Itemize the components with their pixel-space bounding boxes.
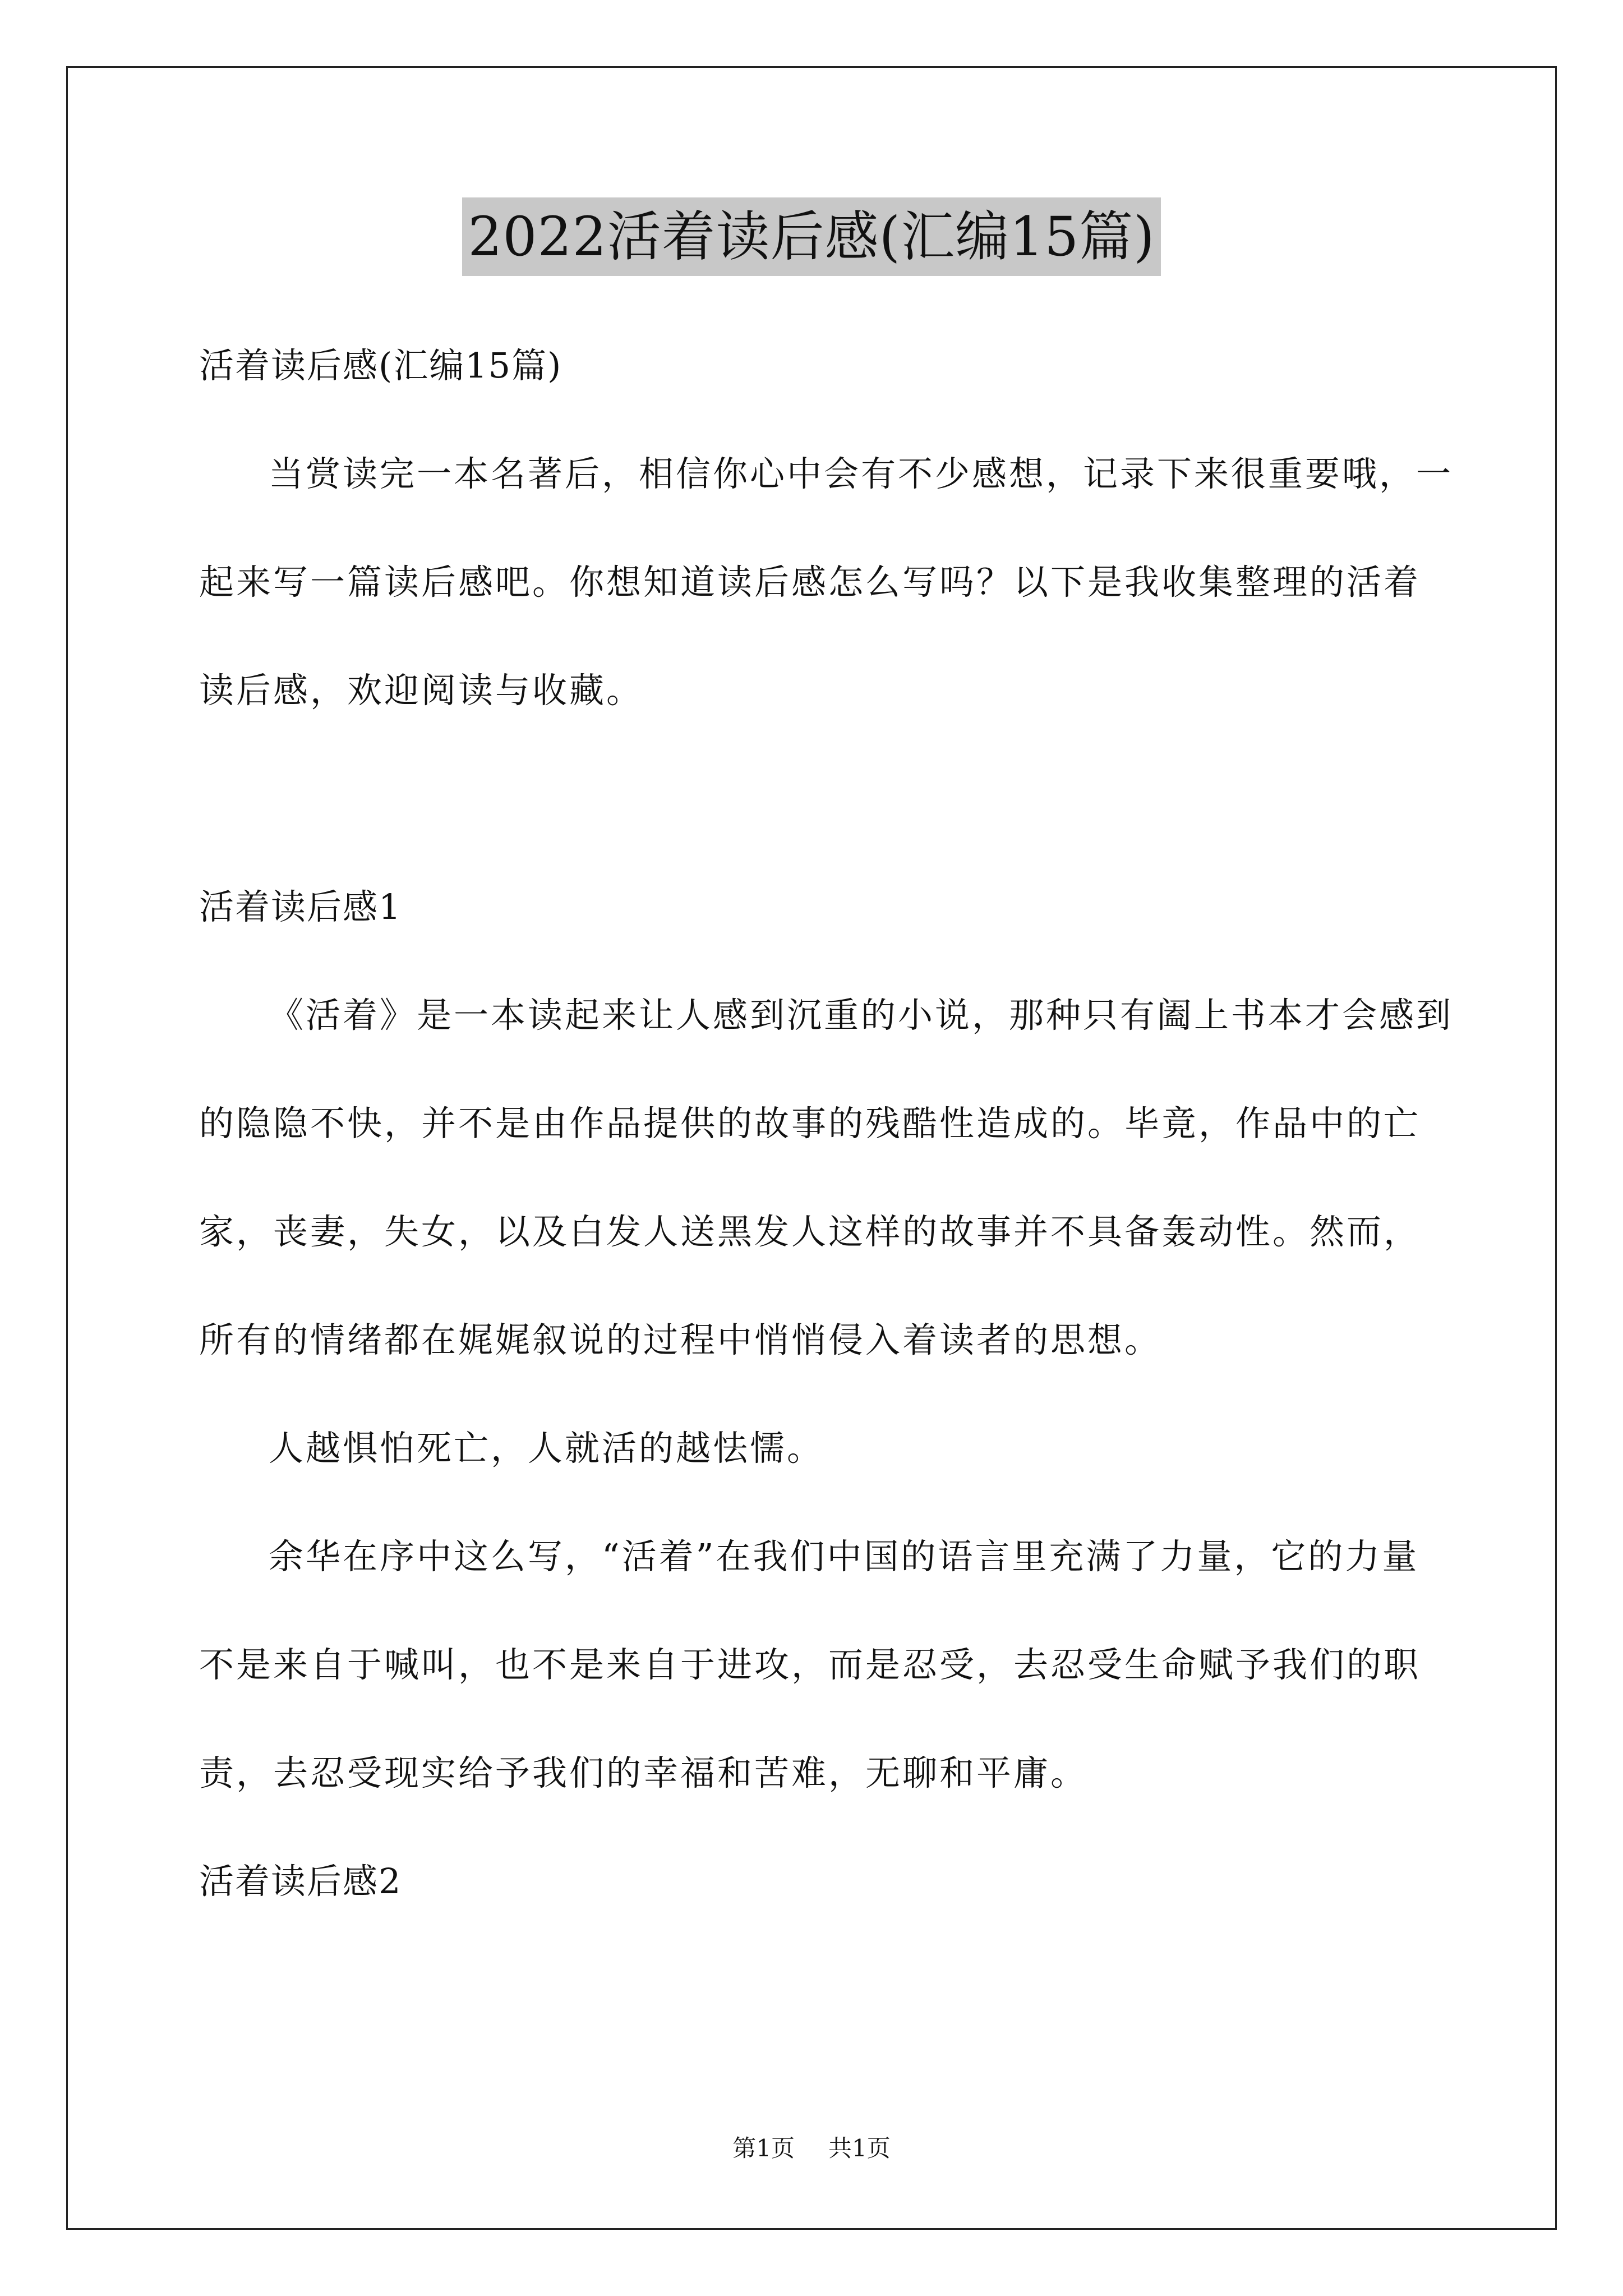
intro-paragraph: 当赏读完一本名著后，相信你心中会有不少感想，记录下来很重要哦，一起来写一篇读后感吧。你想知道读后感怎么写吗？以下是我收集整理的活着读后感，欢迎阅读与收藏。 — [199, 453, 1454, 711]
body-paragraph: 余华在序中这么写，“活着”在我们中国的语言里充满了力量，它的力量不是来自于喊叫，也不是来自于进攻，而是忍受，去忍受生命赋予我们的职责，去忍受现实给予我们的幸福和苦难，无聊和平庸。 — [199, 1536, 1421, 1793]
body-paragraph: 人越惧怕死亡，人就活的越怯懦。 — [269, 1428, 824, 1469]
body-paragraph: 《活着》是一本读起来让人感到沉重的小说，那种只有阖上书本才会感到的隐隐不快，并不是由作品提供的故事的残酷性造成的。毕竟，作品中的亡家，丧妻，失女，以及白发人送黑发人这样的故事并不具备轰动性。然而，所有的情绪都在娓娓叙说的过程中悄悄侵入着读者的思想。 — [199, 995, 1454, 1360]
section-heading-2: 活着读后感2 — [199, 1861, 402, 1902]
page-total: 共1页 — [828, 2134, 891, 2162]
document-body — [199, 311, 1455, 1935]
document-title: 2022活着读后感(汇编15篇) — [462, 197, 1160, 276]
title-container — [0, 197, 1623, 276]
section-heading-1: 活着读后感1 — [199, 886, 402, 927]
document-subtitle: 活着读后感(汇编15篇) — [199, 345, 562, 386]
page-footer — [0, 2132, 1623, 2165]
section-spacer — [199, 744, 1455, 853]
page-number: 第1页 — [732, 2134, 795, 2162]
